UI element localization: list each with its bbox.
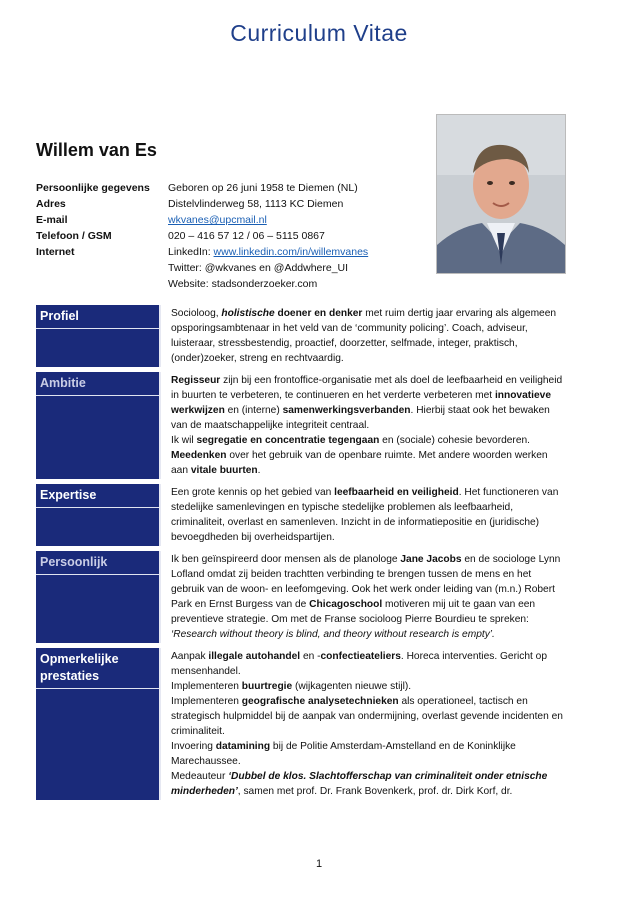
emphasis: datamining xyxy=(215,741,271,752)
contact-value: Geboren op 26 juni 1958 te Diemen (NL) xyxy=(168,182,358,194)
emphasis: Meedenken xyxy=(171,450,227,461)
section-body-prestaties xyxy=(161,648,563,800)
paragraph: Een grote kennis op het gebied van leefbaarheid en veiligheid. Het functioneren van stedelijke samenlevingen en typische stedelijke problemen als leefbaarheid, criminaliteit, overlast en samenleven. Inzicht in de informatiepositie en (juridische) bevoegdheden bij overheidspartijen. xyxy=(171,487,559,543)
section-heading: Persoonlijk xyxy=(36,551,161,575)
section-body-persoonlijk xyxy=(161,551,563,643)
emphasis: vitale buurten xyxy=(190,465,258,476)
section-body-ambitie xyxy=(161,372,563,479)
contact-value: Website: stadsonderzoeker.com xyxy=(168,278,318,290)
contact-label: Internet xyxy=(36,246,75,258)
section-heading: Expertise xyxy=(36,484,161,508)
section-expertise xyxy=(36,484,563,546)
contact-row-twitter xyxy=(36,260,368,276)
contact-details xyxy=(36,180,368,292)
contact-label: E-mail xyxy=(36,214,68,226)
paragraph: Invoering datamining bij de Politie Amsterdam-Amstelland en de Koninklijke Marechaussee. xyxy=(171,741,516,767)
emphasis: innovatieve werkwijzen xyxy=(171,390,551,416)
emphasis: ‘Research without theory is blind, and theory without research is empty’. xyxy=(171,629,495,640)
emphasis: leefbaarheid en veiligheid xyxy=(334,487,459,498)
emphasis: holistische xyxy=(221,308,275,319)
cv-sections xyxy=(36,305,563,805)
linkedin-link[interactable]: www.linkedin.com/in/willemvanes xyxy=(213,246,369,258)
section-heading: Opmerkelijke prestaties xyxy=(36,648,161,689)
section-ambitie xyxy=(36,372,563,479)
section-body-profiel xyxy=(161,305,563,367)
emphasis: samenwerkingsverbanden xyxy=(282,405,411,416)
paragraph: Meedenken over het gebruik van de openbare ruimte. Met andere woorden werken aan vitale buurten. xyxy=(171,450,548,476)
document-title: Curriculum Vitae xyxy=(230,20,408,46)
section-body-expertise xyxy=(161,484,563,546)
contact-label: Persoonlijke gegevens xyxy=(36,182,150,194)
paragraph: Regisseur zijn bij een frontoffice-organisatie met als doel de leefbaarheid en veiligheid in buurten te verbeteren, te continueren en het verderte verbeteren met innovatieve werkwijzen en (interne) samenwerkingsverbanden. Hierbij staat ook het bewaken van de maatschappelijke integriteit centraal. xyxy=(171,375,563,431)
contact-row-website xyxy=(36,276,368,292)
emphasis: Jane Jacobs xyxy=(400,554,462,565)
paragraph: Socioloog, holistische doener en denker met ruim dertig jaar ervaring als algemeen opsporingsambtenaar in het veld van de ‘community policing’. Coach, adviseur, luisteraar, stressbestendig, proactief, doorzetter, selfmade, integer, praktisch, (onder)zoeker, streng en rechtvaardig. xyxy=(171,308,557,364)
emphasis: buurtregie xyxy=(241,681,293,692)
contact-label: Adres xyxy=(36,198,66,210)
contact-label xyxy=(36,276,168,292)
contact-row-birth xyxy=(36,180,368,196)
section-label-expertise xyxy=(36,484,161,546)
contact-value: Twitter: @wkvanes en @Addwhere_UI xyxy=(168,262,349,274)
emphasis: ‘Dubbel de klos. Slachtofferschap van criminaliteit onder etnische minderheden’ xyxy=(171,771,548,797)
emphasis: illegale autohandel xyxy=(208,651,301,662)
section-profiel xyxy=(36,305,563,367)
emphasis: segregatie en concentratie tegengaan xyxy=(196,435,380,446)
page-number: 1 xyxy=(315,858,323,870)
section-heading: Profiel xyxy=(36,305,161,329)
contact-row-email xyxy=(36,212,368,228)
paragraph: Ik wil segregatie en concentratie tegengaan en (sociale) cohesie bevorderen. xyxy=(171,435,530,446)
contact-value: 020 – 416 57 12 / 06 – 5115 0867 xyxy=(168,230,325,242)
section-label-prestaties xyxy=(36,648,161,800)
emphasis: Chicagoschool xyxy=(309,599,383,610)
contact-label xyxy=(36,260,168,276)
paragraph: Aanpak illegale autohandel en -confectieateliers. Horeca interventies. Gericht op mensenhandel. xyxy=(171,651,547,677)
section-label-ambitie xyxy=(36,372,161,479)
contact-value: Distelvlinderweg 58, 1113 KC Diemen xyxy=(168,198,344,210)
emphasis: doener en denker xyxy=(277,308,363,319)
linkedin-prefix: LinkedIn: xyxy=(168,246,214,258)
contact-value xyxy=(168,244,368,260)
paragraph: Implementeren buurtregie (wijkagenten nieuwe stijl). xyxy=(171,681,412,692)
profile-photo xyxy=(436,114,566,274)
paragraph: Medeauteur ‘Dubbel de klos. Slachtofferschap van criminaliteit onder etnische minderheden’, samen met prof. Dr. Frank Bovenkerk, prof. dr. Dirk Korf, dr. xyxy=(171,771,548,797)
section-prestaties xyxy=(36,648,563,800)
emphasis: geografische analysetechnieken xyxy=(241,696,399,707)
section-heading: Ambitie xyxy=(36,372,161,396)
emphasis: Regisseur xyxy=(171,375,221,386)
section-persoonlijk xyxy=(36,551,563,643)
section-label-persoonlijk xyxy=(36,551,161,643)
paragraph: Implementeren geografische analysetechnieken als operationeel, tactisch en strategisch hulpmiddel bij de aanpak van ondermijning, overlast gevende incidenten en criminaliteit. xyxy=(171,696,563,737)
contact-label: Telefoon / GSM xyxy=(36,230,112,242)
contact-row-phone xyxy=(36,228,368,244)
section-label-profiel xyxy=(36,305,161,367)
emphasis: confectieateliers xyxy=(320,651,401,662)
contact-value xyxy=(168,212,267,228)
contact-row-linkedin xyxy=(36,244,368,260)
email-link[interactable]: wkvanes@upcmail.nl xyxy=(168,214,267,226)
paragraph: Ik ben geïnspireerd door mensen als de planologe Jane Jacobs en de sociologe Lynn Lofland omdat zij beiden trachtten verbinding te brengen tussen de mens en het gebruik van de woon- en leefomgeving. Ook het werk onder leiding van (m.n.) Robert Park en Ernst Burgess van de Chicagoschool motiveren mij uit te gaan van een preventieve strategie. Om met de Franse socioloog Pierre Bourdieu te spreken: ‘Research without theory is blind, and theory without research is empty’. xyxy=(171,554,561,640)
contact-row-address xyxy=(36,196,368,212)
person-name: Willem van Es xyxy=(36,140,157,160)
